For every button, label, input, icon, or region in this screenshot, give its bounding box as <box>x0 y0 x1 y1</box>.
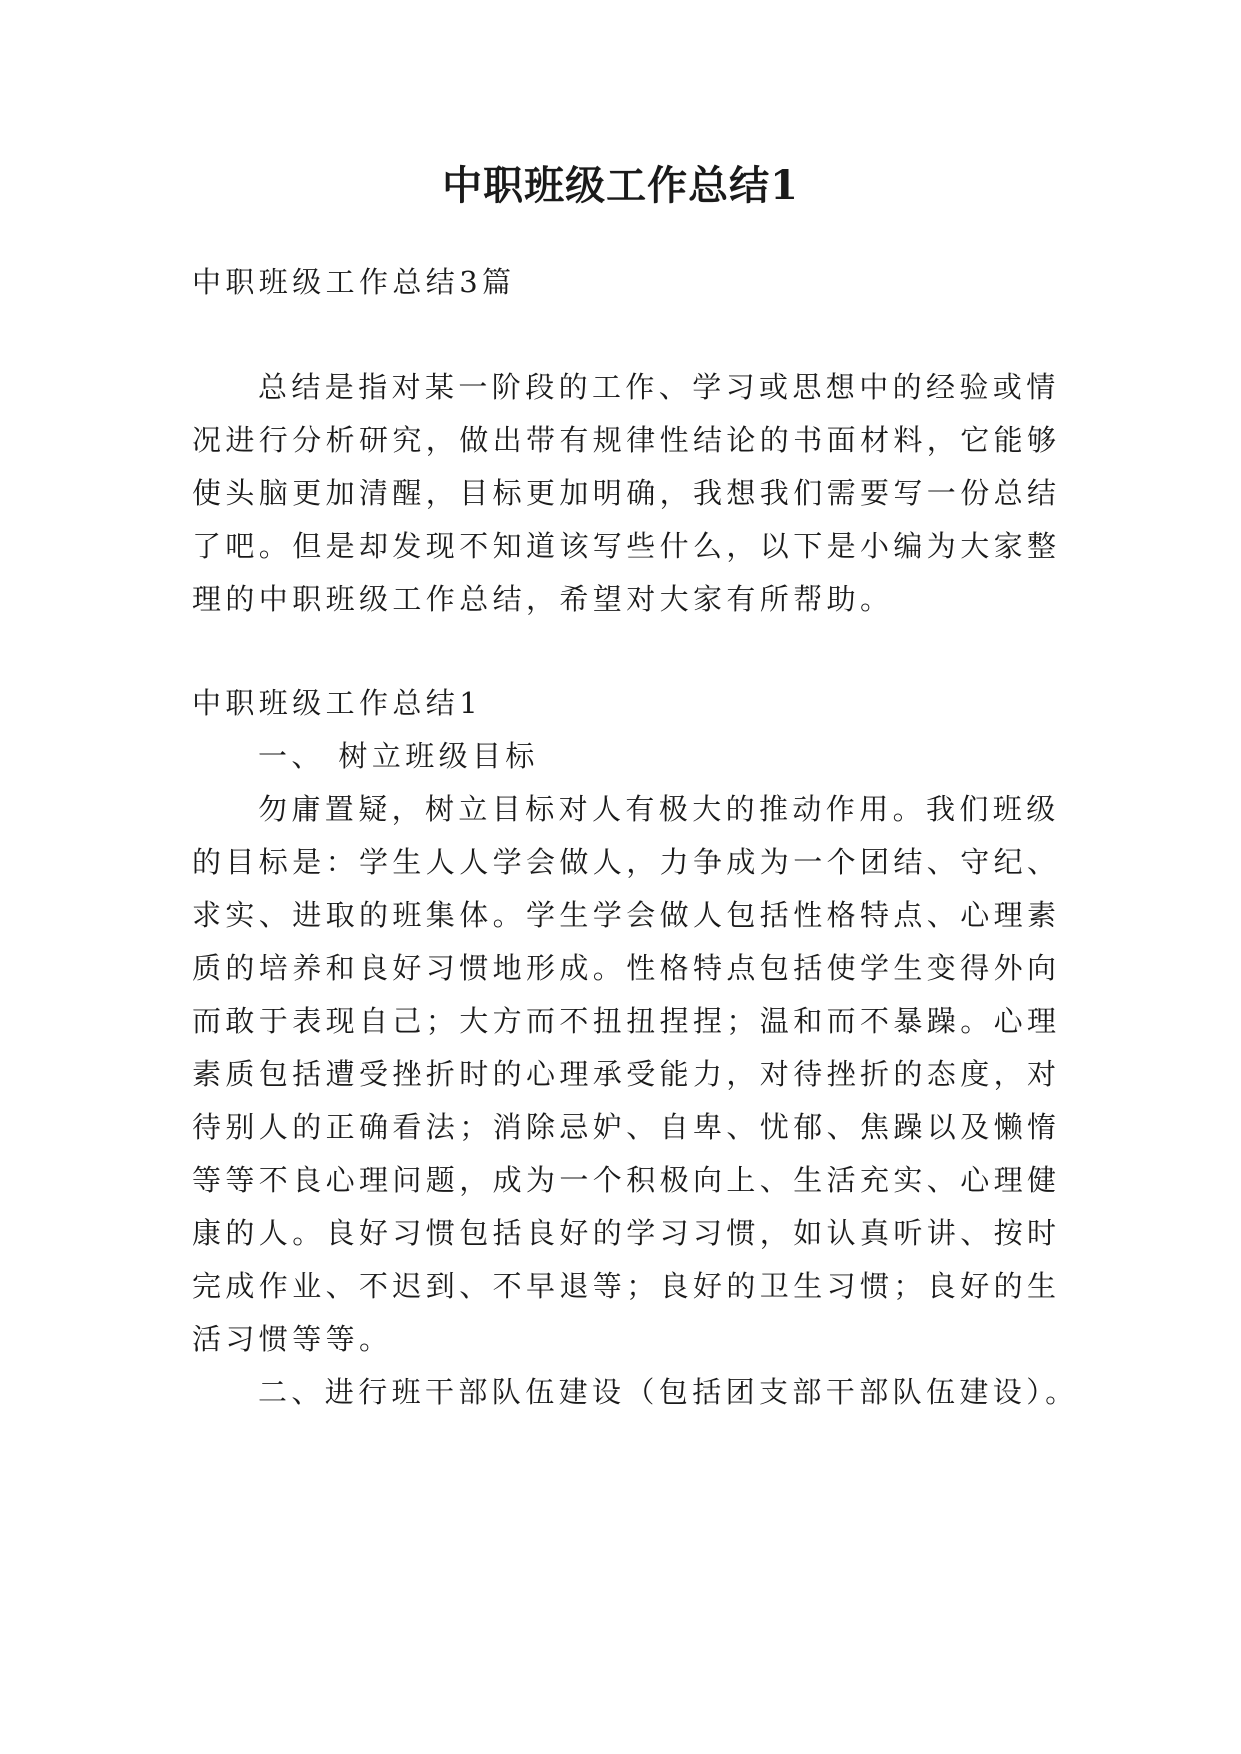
intro-line: 使头脑更加清醒，目标更加明确，我想我们需要写一份总结 <box>192 476 1061 510</box>
body-line: 而敢于表现自己；大方而不扭扭捏捏；温和而不暴躁。心理 <box>192 1004 1061 1038</box>
body-line: 素质包括遭受挫折时的心理承受能力，对待挫折的态度，对 <box>192 1057 1061 1091</box>
body-line: 等等不良心理问题，成为一个积极向上、生活充实、心理健 <box>192 1163 1061 1197</box>
body-line: 勿庸置疑，树立目标对人有极大的推动作用。我们班级 <box>258 792 1060 826</box>
body-line: 质的培养和良好习惯地形成。性格特点包括使学生变得外向 <box>192 951 1061 985</box>
section-heading: 二、进行班干部队伍建设（包括团支部干部队伍建设）。 <box>258 1375 1079 1409</box>
body-line: 康的人。良好习惯包括良好的学习习惯，如认真听讲、按时 <box>192 1216 1061 1250</box>
section-heading: 一、 树立班级目标 <box>258 739 539 773</box>
body-line: 待别人的正确看法；消除忌妒、自卑、忧郁、焦躁以及懒惰 <box>192 1110 1061 1144</box>
document-subtitle: 中职班级工作总结3篇 <box>192 265 516 299</box>
intro-line: 理的中职班级工作总结，希望对大家有所帮助。 <box>192 582 894 616</box>
body-line: 的目标是：学生人人学会做人，力争成为一个团结、守纪、 <box>192 845 1061 879</box>
body-line: 求实、进取的班集体。学生学会做人包括性格特点、心理素 <box>192 898 1061 932</box>
intro-line: 况进行分析研究，做出带有规律性结论的书面材料，它能够 <box>192 423 1061 457</box>
body-line: 完成作业、不迟到、不早退等；良好的卫生习惯；良好的生 <box>192 1269 1061 1303</box>
document-title: 中职班级工作总结1 <box>442 162 799 209</box>
intro-line: 总结是指对某一阶段的工作、学习或思想中的经验或情 <box>258 370 1060 404</box>
body-line: 活习惯等等。 <box>192 1322 393 1356</box>
intro-line: 了吧。但是却发现不知道该写些什么，以下是小编为大家整 <box>192 529 1061 563</box>
section-title: 中职班级工作总结1 <box>192 686 483 720</box>
